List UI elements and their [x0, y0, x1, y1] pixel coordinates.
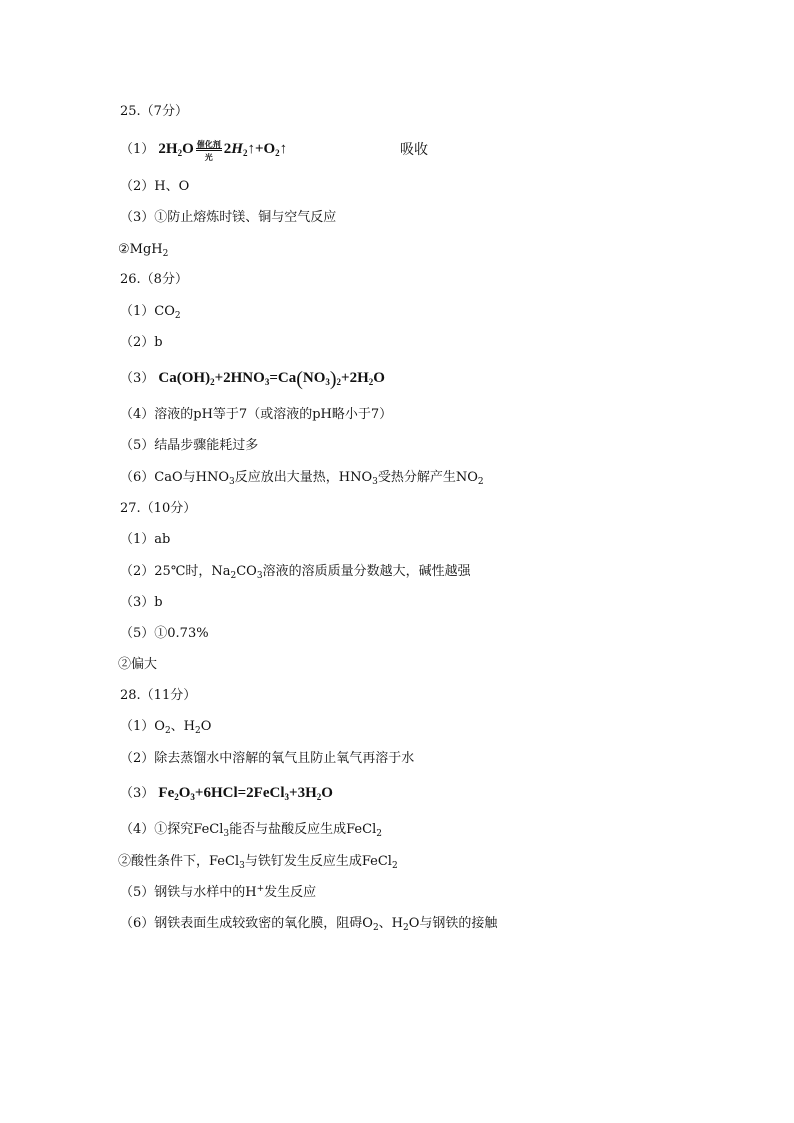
q25-answer-1-extra: 吸收	[400, 142, 428, 158]
reaction-condition: 催化剂 光	[196, 140, 221, 162]
q26-heading: 26.（8分）	[120, 272, 188, 287]
iron-oxide-acid-equation: $Fe_2O_3+6HCl=2FeCl_3+3H_2O$	[158, 785, 333, 802]
gas-arrow-icon: ↑	[247, 141, 255, 157]
q26-answer-5: （5）结晶步骤能耗过多	[120, 438, 259, 453]
q27-answer-1: （1）ab	[120, 532, 171, 547]
q27-heading: 27.（10分）	[120, 501, 197, 516]
q25-heading: 25.（7分）	[120, 104, 188, 119]
q27-answer-5: ②偏大	[118, 657, 158, 672]
q28-answer-6: （5）钢铁与水样中的H+发生反应	[120, 884, 317, 900]
q26-answer-4: （4）溶液的pH等于7（或溶液的pH略小于7）	[120, 407, 393, 422]
q26-answer-2: （2）b	[120, 335, 163, 350]
q28-heading: 28.（11分）	[120, 688, 197, 703]
q27-answer-3: （3）b	[120, 595, 163, 610]
q26-answer-1: $(1)CO_2$	[120, 304, 181, 321]
q28-answer-5: ②酸性条件下，FeCl$_3$与铁钉发生反应生成FeCl$_2$	[118, 854, 398, 871]
q28-answer-3: （3） $Fe_2O_3+6HCl=2FeCl_3+3H_2O$	[120, 785, 333, 802]
q25-answer-4: ②MgH$_2$	[118, 242, 169, 259]
q25-answer-3: （3）①防止熔炼时镁、铜与空气反应	[120, 210, 337, 225]
q28-answer-2: （2）除去蒸馏水中溶解的氧气且防止氧气再溶于水	[120, 751, 415, 766]
q27-answer-4: （5）①0.73%	[120, 626, 209, 641]
q26-answer-3: （3） $Ca(OH)_2+2HNO_3=Ca(NO_3)_2+2H_2O$	[120, 368, 385, 390]
q25-answer-1	[120, 140, 288, 162]
q28-answer-1: $(1)O_2$、$H_2O$	[120, 719, 212, 736]
gas-arrow-icon: ↑	[279, 141, 288, 157]
water-decomposition-equation: $2H_2O$ 催化剂 光 $2H_2↑+O_2↑$	[158, 140, 288, 162]
neutralization-equation: $Ca(OH)_2+2HNO_3=Ca(NO_3)_2+2H_2O$	[158, 368, 385, 390]
q26-answer-6: （6）CaO与$HNO_3$反应放出大量热，$HNO_3$受热分解产生$NO_2$	[120, 470, 484, 487]
q28-answer-4: （4）①探究FeCl$_3$能否与盐酸反应生成FeCl$_2$	[120, 822, 382, 839]
q25-label-1: （1）	[120, 142, 155, 157]
q25-answer-2: （2）H、O	[120, 179, 190, 194]
q28-answer-7: （6）钢铁表面生成较致密的氧化膜，阻碍$O_2$、$H_2O$与钢铁的接触	[120, 916, 498, 933]
q27-answer-2: （2）25℃时，$Na_2CO_3$溶液的溶质质量分数越大，碱性越强	[120, 564, 471, 581]
